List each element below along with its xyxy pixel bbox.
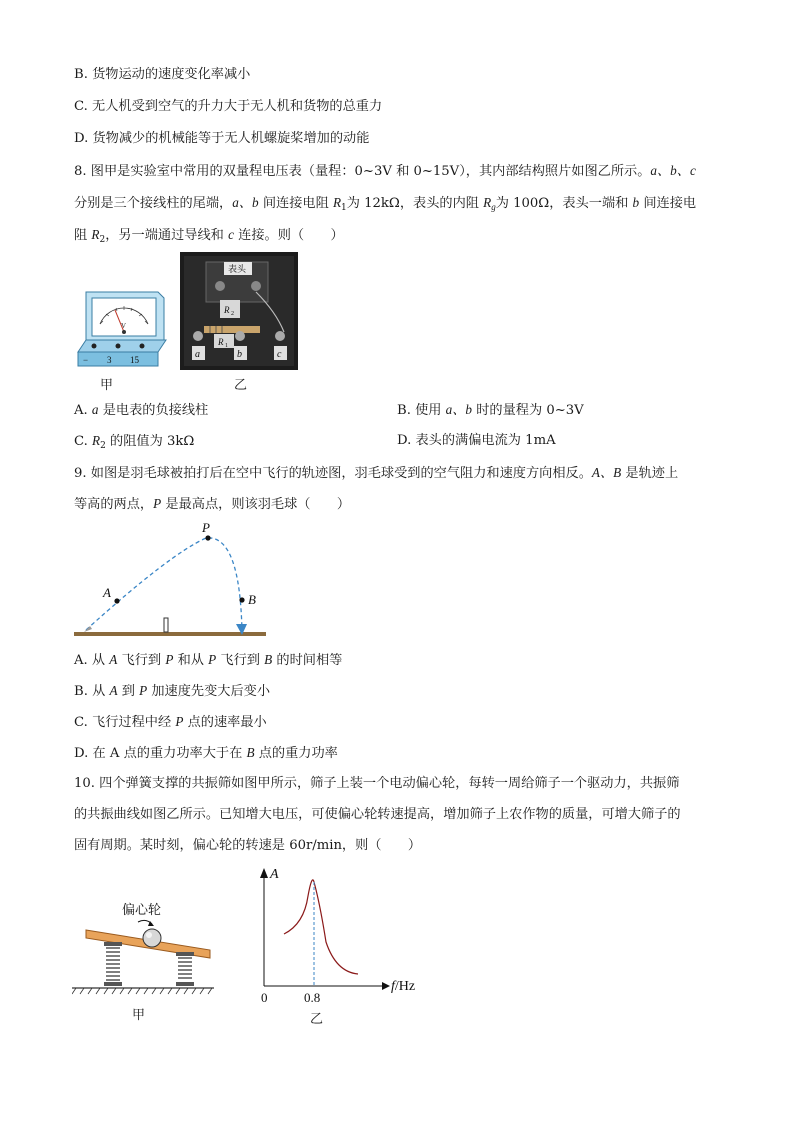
opt-text: 和从 xyxy=(173,653,209,668)
q8-r1-sub: 1 xyxy=(341,203,347,213)
q8-option-a xyxy=(74,401,208,420)
opt-text: 飞行到 xyxy=(117,653,166,668)
voltmeter-unit: V xyxy=(121,322,127,330)
q10-stem-line2: 的共振曲线如图乙所示。已知增大电压，可使偏心轮转速提高，增加筛子上农作物的质量，可增大筛子的 xyxy=(74,807,681,822)
q10-fig-jia-caption: 甲 xyxy=(132,1008,146,1023)
opt-sub: 2 xyxy=(100,441,106,451)
resonance-curve-graph xyxy=(252,862,432,1006)
opt-text: 的时间相等 xyxy=(272,653,343,668)
graph-peak-label: 0.8 xyxy=(304,990,321,1005)
q8-text: ，另一端通过导线和 xyxy=(105,228,229,243)
voltmeter-internal-photo xyxy=(180,252,298,370)
badminton-trajectory-figure xyxy=(70,520,270,642)
q8-text: 间连接电 xyxy=(639,196,697,211)
opt-text: D. 在 A 点的重力功率大于在 xyxy=(74,746,247,761)
opt-var: B xyxy=(246,745,255,760)
q7-option-c: C. 无人机受到空气的升力大于无人机和货物的总重力 xyxy=(74,99,383,114)
vibrating-sieve-figure xyxy=(72,896,218,1000)
q9-option-b xyxy=(74,682,270,701)
q10-stem-line3: 固有周期。某时刻，偏心轮的转速是 60r/min，则（ ） xyxy=(74,838,422,853)
opt-var: R xyxy=(92,433,101,448)
graph-origin-label: 0 xyxy=(261,990,268,1005)
svg-text:f/Hz xyxy=(391,979,415,994)
shuttlecock-icon xyxy=(84,626,92,632)
q8-stem-line1 xyxy=(74,162,696,181)
graph-y-label: A xyxy=(270,867,279,882)
opt-var: P xyxy=(175,714,184,729)
opt-text: 的阻值为 3kΩ xyxy=(105,434,195,449)
q9-vars: A、B xyxy=(591,465,622,480)
photo-r1-label: R xyxy=(218,337,224,347)
q8-rg-sub: g xyxy=(491,202,496,212)
photo-header-label: 表头 xyxy=(228,264,247,274)
opt-text: 到 xyxy=(117,684,140,699)
q8-var: c xyxy=(228,227,234,242)
q8-text: 为 12kΩ，表头的内阻 xyxy=(346,196,484,211)
q8-stem-line3 xyxy=(74,226,344,249)
q9-text: 是最高点，则该羽毛球（ ） xyxy=(161,497,351,512)
q9-text: 9. 如图是羽毛球被拍打后在空中飞行的轨迹图，羽毛球受到的空气阻力和速度方向相反。 xyxy=(74,466,592,481)
q8-text: 间连接电阻 xyxy=(258,196,333,211)
q9-text: 等高的两点， xyxy=(74,497,154,512)
q9-text: 是轨迹上 xyxy=(621,466,679,481)
opt-var: a xyxy=(91,402,99,417)
q9-var: P xyxy=(153,496,162,511)
eccentric-wheel-label: 偏心轮 xyxy=(122,903,162,918)
opt-var: B xyxy=(264,652,273,667)
q7-option-b: B. 货物运动的速度变化率减小 xyxy=(74,67,251,82)
opt-text: 点的重力功率 xyxy=(254,746,338,761)
opt-text: A. xyxy=(74,403,92,418)
photo-c-label: c xyxy=(277,349,282,360)
q8-text: 分别是三个接线柱的尾端， xyxy=(74,196,233,211)
opt-text: B. 使用 xyxy=(397,403,446,418)
graph-x-unit: /Hz xyxy=(394,979,416,994)
voltmeter-3-label: 3 xyxy=(107,355,112,365)
point-p-label: P xyxy=(202,520,210,535)
q8-r1: R xyxy=(332,195,342,210)
opt-text: B. 从 xyxy=(74,684,110,699)
q8-fig-jia-caption: 甲 xyxy=(100,378,114,393)
opt-var: P xyxy=(139,683,148,698)
q8-text: 连接。则（ ） xyxy=(233,228,344,243)
opt-var: P xyxy=(165,652,174,667)
graph-x-var: f xyxy=(391,979,395,994)
q8-fig-yi-caption: 乙 xyxy=(234,378,248,393)
opt-text: 飞行到 xyxy=(216,653,265,668)
q8-var: b xyxy=(632,195,640,210)
opt-text: A. 从 xyxy=(74,653,110,668)
opt-text: 是电表的负接线柱 xyxy=(98,403,209,418)
opt-text: C. 飞行过程中经 xyxy=(74,715,176,730)
opt-var: A xyxy=(109,652,118,667)
opt-text: C. xyxy=(74,434,93,449)
voltmeter-minus-label: − xyxy=(83,355,89,365)
q9-option-c xyxy=(74,713,267,732)
voltmeter-15-label: 15 xyxy=(130,355,139,365)
photo-a-label: a xyxy=(195,349,200,360)
q8-stem-line2 xyxy=(74,194,696,217)
q10-fig-yi-caption: 乙 xyxy=(310,1012,324,1027)
photo-b-label: b xyxy=(237,349,242,360)
q7-option-d: D. 货物减少的机械能等于无人机螺旋桨增加的动能 xyxy=(74,131,370,146)
q8-text: 为 100Ω，表头一端和 xyxy=(495,196,633,211)
q8-vars: a、b xyxy=(232,195,259,210)
q8-text: 阻 xyxy=(74,228,92,243)
q8-r2-sub: 2 xyxy=(99,235,106,245)
q8-option-b xyxy=(397,401,584,420)
q8-vars: a、b、c xyxy=(650,163,696,178)
point-a-label: A xyxy=(103,585,111,600)
q10-stem-line1: 10. 四个弹簧支撑的共振筛如图甲所示，筛子上装一个电动偏心轮，每转一周给筛子一个驱动力，共振筛 xyxy=(74,776,680,791)
photo-r1-sub: 1 xyxy=(225,343,228,349)
opt-text: 点的速率最小 xyxy=(183,715,267,730)
opt-var: a、b xyxy=(445,402,473,417)
q8-r2: R xyxy=(91,227,100,242)
q8-option-c xyxy=(74,432,194,455)
opt-var: P xyxy=(208,652,217,667)
q9-stem-line1 xyxy=(74,464,678,483)
opt-text: 加速度先变大后变小 xyxy=(147,684,271,699)
opt-text: 时的量程为 0~3V xyxy=(472,403,584,418)
voltmeter-illustration xyxy=(72,286,172,372)
q9-stem-line2 xyxy=(74,495,350,514)
photo-r2-sub: 2 xyxy=(231,311,234,317)
q8-option-d: D. 表头的满偏电流为 1mA xyxy=(397,433,556,448)
photo-r2-label: R xyxy=(224,305,230,315)
q8-text: 8. 图甲是实验室中常用的双量程电压表（量程：0~3V 和 0~15V），其内部结构照片如图乙所示。 xyxy=(74,164,651,179)
q9-option-d xyxy=(74,744,338,763)
q8-rg: R xyxy=(483,195,492,210)
opt-var: A xyxy=(109,683,118,698)
point-b-label: B xyxy=(248,592,256,607)
q9-option-a xyxy=(74,651,342,670)
